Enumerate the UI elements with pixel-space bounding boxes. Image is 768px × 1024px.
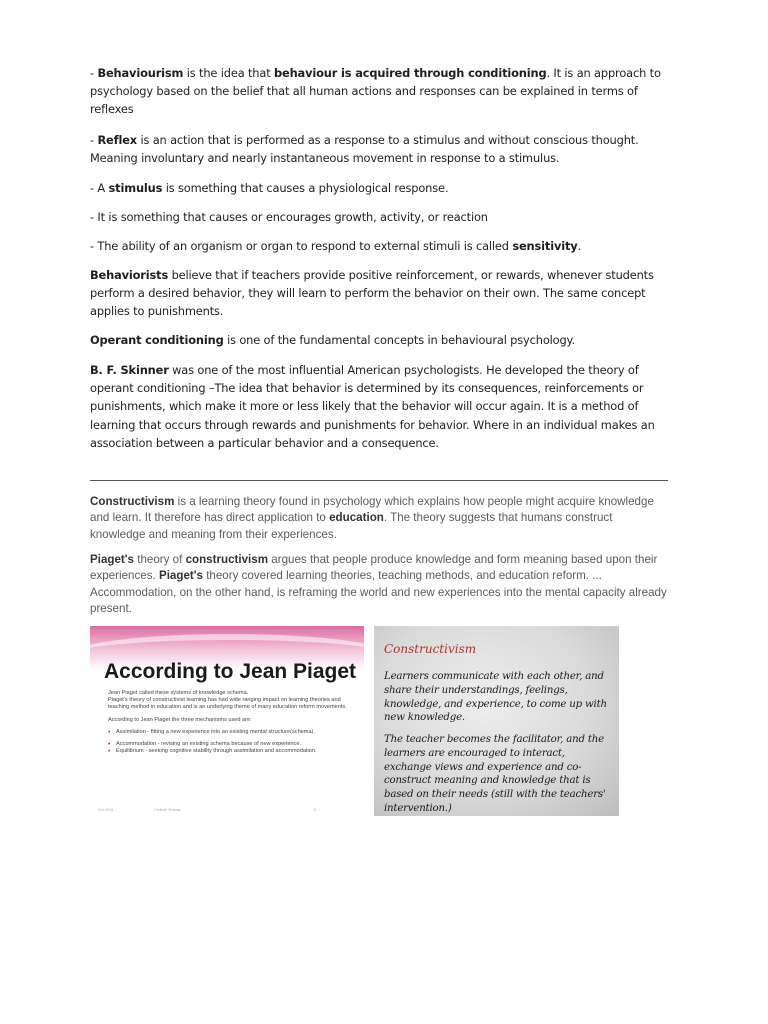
sensitivity-term: sensitivity: [512, 239, 578, 253]
slide-list-item: • Assimilation - fitting a new experience into an existing mental structure(schema).: [108, 728, 315, 736]
slide-footer-page: 8: [314, 808, 316, 812]
slide-list-item: • Equilibrium - seeking cognitive stability through assimilation and accommodation.: [108, 748, 317, 756]
operant-term: Operant conditioning: [90, 333, 224, 347]
behaviorists-paragraph: Behaviorists believe that if teachers provide positive reinforcement, or rewards, whenever students perform a desired behavior, they will learn to perform the behavior on their own. The same concept applies to punishments.: [90, 268, 654, 319]
stimulus-paragraph: - A stimulus is something that causes a physiological response.: [90, 181, 449, 195]
slide2-paragraph-learners: Learners communicate with each other, and share their understandings, feelings, knowledge, and experience, to come up with new knowledge.: [384, 671, 607, 724]
slide2-title: Constructivism: [384, 642, 477, 656]
sensitivity-paragraph: - The ability of an organism or organ to respond to external stimuli is called sensitivity.: [90, 239, 582, 253]
skinner-term: B. F. Skinner: [90, 363, 169, 377]
slide-footer-date: 6/11/2016: [98, 808, 114, 812]
constructivism-slide-image: [374, 626, 619, 816]
slide-footer: [98, 808, 356, 812]
behaviorists-term: Behaviorists: [90, 268, 169, 282]
piaget-slide-image: [90, 626, 364, 817]
slide-intro-line: Jean Piaget called these systems of knowledge schema.: [108, 690, 249, 696]
behaviourism-paragraph: - Behaviourism is the idea that behaviour is acquired through conditioning. It is an approach to psychology based on the belief that all human actions and responses can be explained in terms of reflexes: [90, 66, 661, 117]
bullet-icon: •: [108, 748, 111, 756]
piaget-term: Piaget's: [90, 553, 134, 566]
stimulus-term: stimulus: [108, 181, 163, 195]
reflex-term: Reflex: [97, 133, 137, 147]
slide-list-item: • Accommodation - revising an existing schema because of new experience.: [108, 741, 302, 749]
slide-footer-author: Paritosh Sharma: [154, 808, 181, 812]
operant-paragraph: Operant conditioning is one of the fundamental concepts in behavioural psychology.: [90, 333, 575, 347]
slide-body: [108, 690, 348, 755]
skinner-paragraph: B. F. Skinner was one of the most influential American psychologists. He developed the theory of operant conditioning –The idea that behavior is determined by its consequences, reinforcements or punishments, which make it more or less likely that the behavior will occur again. It is a method of learning that occurs through rewards and punishments for behavior. Where in an individual makes an association between a particular behavior and a consequence.: [90, 363, 655, 450]
slide-intro-paragraph: Piaget's theory of constructivist learning has had wide ranging impact on learning theories and teaching method in education and is an underlying theme of many education reform movements.: [108, 697, 347, 711]
piaget-paragraph: Piaget's theory of constructivism argues that people produce knowledge and form meaning based upon their experiences. Piaget's theory covered learning theories, teaching methods, and education reform. ... Accommodation, on the other hand, is reframing the world and new experiences into the mental capacity already present.: [90, 553, 667, 616]
slide-lead-line: According to Jean Piaget the three mechanisms used are:: [108, 716, 252, 723]
bullet-icon: •: [108, 728, 111, 736]
bullet-icon: •: [108, 741, 111, 749]
slide2-paragraph-teacher: The teacher becomes the facilitator, and the learners are encouraged to interact, exchange views and experience and co-construct meaning and knowledge that is based on their needs (still with the teachers' intervention.): [384, 734, 606, 814]
constructivism-paragraph: Constructivism is a learning theory found in psychology which explains how people might acquire knowledge and learn. It therefore has direct application to education. The theory suggests that humans construct knowledge and meaning from their experiences.: [90, 495, 654, 541]
slide-title: According to Jean Piaget: [104, 660, 357, 683]
behaviourism-term: Behaviourism: [97, 66, 184, 80]
growth-paragraph: - It is something that causes or encourages growth, activity, or reaction: [90, 210, 488, 224]
section-divider: [90, 480, 668, 481]
reflex-paragraph: - Reflex is an action that is performed as a response to a stimulus and without conscious thought. Meaning involuntary and nearly instantaneous movement in response to a stimulus.: [90, 133, 639, 166]
constructivism-term: Constructivism: [90, 495, 175, 508]
